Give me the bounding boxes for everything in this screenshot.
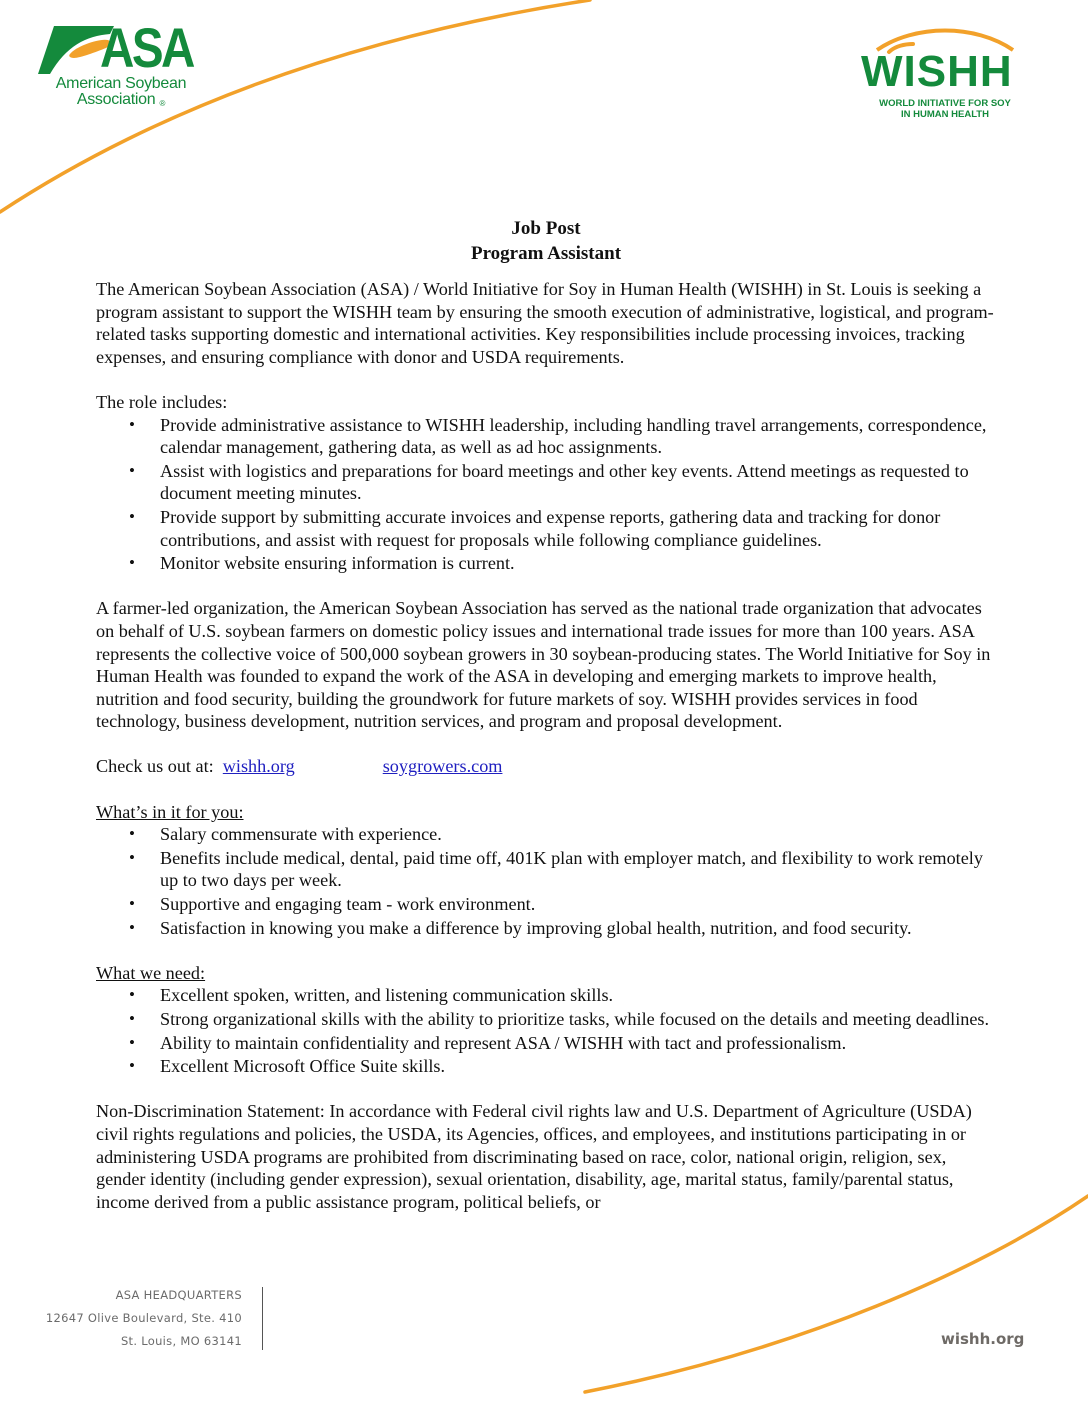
list-item: • Strong organizational skills with the ability to prioritize tasks, while focused on the details and meeting deadlines. bbox=[96, 1008, 996, 1031]
non-discrimination-statement: Non-Discrimination Statement: In accordance with Federal civil rights law and U.S. Department of Agriculture (USDA) civil rights regulations and policies, the USDA, its Agencies, offices, and employees, and institutions participating in or administering USDA programs are prohibited from discriminating based on race, color, national origin, religion, sex, gender identity (including gender expression), sexual orientation, disability, age, marital status, family/parental status, income derived from a public assistance program, political beliefs, or bbox=[96, 1101, 972, 1212]
wishh-logo-tagline: WORLD INITIATIVE FOR SOY IN HUMAN HEALTH bbox=[879, 98, 1011, 120]
list-item: • Excellent Microsoft Office Suite skills. bbox=[96, 1055, 996, 1078]
check-us-out-label: Check us out at: bbox=[96, 756, 214, 777]
list-item: • Monitor website ensuring information is current. bbox=[96, 552, 996, 575]
registered-mark: ® bbox=[159, 99, 166, 108]
role-heading: The role includes: bbox=[96, 391, 228, 412]
asa-logo bbox=[36, 16, 206, 114]
page-title bbox=[96, 216, 996, 266]
footer-website: wishh.org bbox=[941, 1330, 1025, 1348]
asa-logo-letters: ASA bbox=[100, 16, 193, 79]
check-us-out-line bbox=[96, 755, 996, 778]
benefits-heading: What’s in it for you: bbox=[96, 801, 244, 822]
list-item: • Provide administrative assistance to WISHH leadership, including handling travel arrangements, correspondence, calendar management, gathering data, as well as ad hoc assignments. bbox=[96, 414, 996, 459]
requirements-heading: What we need: bbox=[96, 962, 206, 983]
address-line2: St. Louis, MO 63141 bbox=[120, 1334, 242, 1348]
footer-address bbox=[40, 1284, 242, 1353]
title-line1: Job Post bbox=[511, 218, 581, 239]
list-item: • Excellent spoken, written, and listening communication skills. bbox=[96, 984, 996, 1007]
list-item: • Satisfaction in knowing you make a difference by improving global health, nutrition, and food security. bbox=[96, 917, 996, 940]
soygrowers-link[interactable]: soygrowers.com bbox=[382, 756, 503, 777]
asa-name-line1: American Soybean bbox=[55, 75, 187, 92]
list-item: • Assist with logistics and preparations for board meetings and other key events. Attend meetings as requested to document meeting minutes. bbox=[96, 460, 996, 505]
list-item: • Ability to maintain confidentiality and represent ASA / WISHH with tact and professionalism. bbox=[96, 1032, 996, 1055]
role-list bbox=[96, 414, 996, 575]
list-item: • Supportive and engaging team - work environment. bbox=[96, 893, 996, 916]
asa-logo-name bbox=[36, 76, 206, 112]
wishh-link[interactable]: wishh.org bbox=[222, 756, 295, 777]
list-item: • Provide support by submitting accurate invoices and expense reports, gathering data and tracking for donor contributions, and assist with request for proposals while following compliance guidelines. bbox=[96, 506, 996, 551]
job-post-body bbox=[96, 216, 996, 1236]
wishh-logo bbox=[855, 26, 1035, 121]
address-line1: 12647 Olive Boulevard, Ste. 410 bbox=[45, 1311, 242, 1325]
wishh-logo-letters: WISHH bbox=[861, 47, 1013, 96]
list-item: • Benefits include medical, dental, paid time off, 401K plan with employer match, and flexibility to work remotely up to two days per week. bbox=[96, 847, 996, 892]
hq-label: ASA HEADQUARTERS bbox=[115, 1288, 242, 1302]
intro-paragraph: The American Soybean Association (ASA) / World Initiative for Soy in Human Health (WISHH) in St. Louis is seeking a program assistant to support the WISHH team by ensuring the smooth execution of administrative, logistical, and program-related tasks supporting domestic and international activities. Key responsibilities include processing invoices, tracking expenses, and ensuring compliance with donor and USDA requirements. bbox=[96, 279, 994, 367]
list-item: • Salary commensurate with experience. bbox=[96, 823, 996, 846]
benefits-list bbox=[96, 823, 996, 939]
requirements-list bbox=[96, 984, 996, 1077]
title-line2: Program Assistant bbox=[470, 243, 622, 264]
footer-divider bbox=[262, 1287, 263, 1350]
asa-name-line2: Association ® bbox=[76, 91, 166, 108]
about-paragraph: A farmer-led organization, the American Soybean Association has served as the national trade organization that advocates on behalf of U.S. soybean farmers on domestic policy issues and international trade issues for more than 100 years. ASA represents the collective voice of 500,000 soybean growers in 30 soybean-producing states. The World Initiative for Soy in Human Health was founded to expand the work of the ASA in developing and emerging markets to improve health, nutrition and food security, building the groundwork for future markets of soy. WISHH provides services in food technology, business development, nutrition services, and program and proposal development. bbox=[96, 598, 991, 732]
